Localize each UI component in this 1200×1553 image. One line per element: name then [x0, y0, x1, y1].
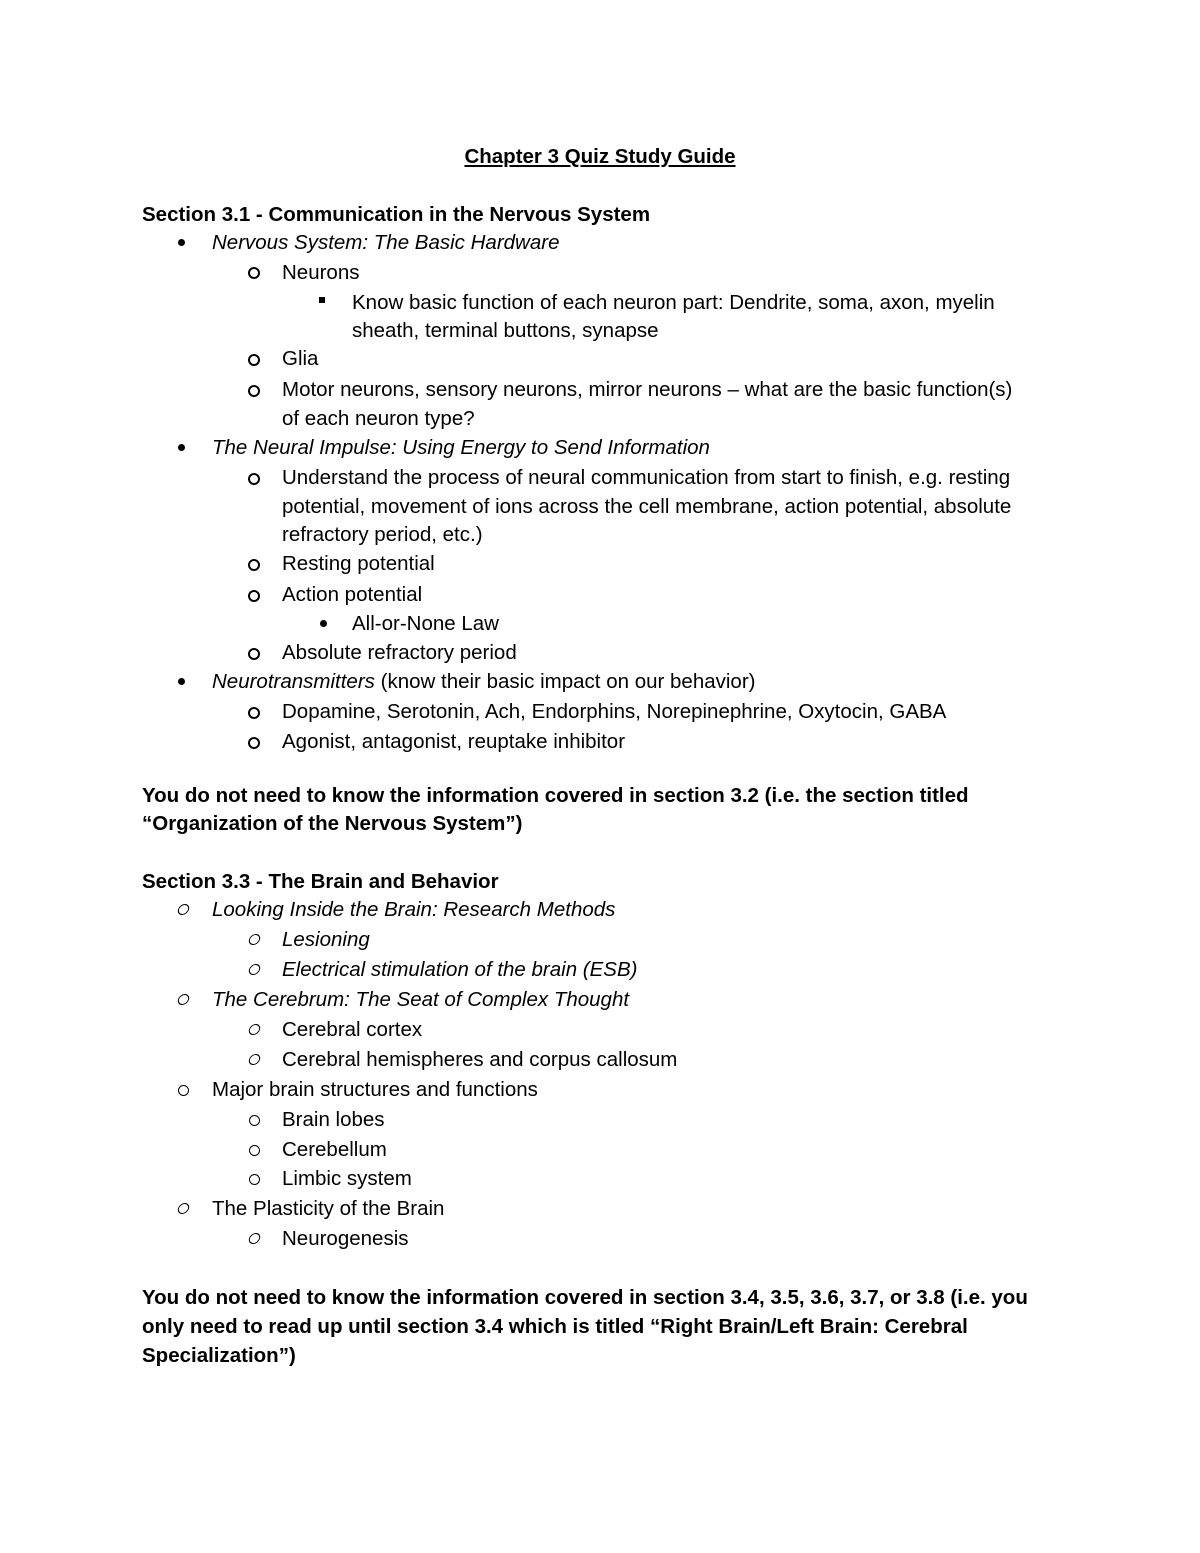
list-item: All-or-None Law	[352, 612, 499, 635]
list-item: Action potential	[282, 583, 423, 606]
topic-label: Nervous System: The Basic Hardware	[212, 231, 560, 254]
list-item: Neurogenesis	[282, 1227, 409, 1250]
list-item: Neurons	[282, 261, 360, 284]
note-line: You do not need to know the information covered in section 3.4, 3.5, 3.6, 3.7, or 3.8 (i.e. you	[142, 1286, 1028, 1309]
bullet-circle-icon	[248, 267, 260, 279]
bullet-circle-icon	[177, 994, 191, 1005]
list-item: Cerebellum	[282, 1138, 387, 1161]
list-item: Understand the process of neural communication from start to finish, e.g. resting	[282, 466, 1011, 489]
list-item: Agonist, antagonist, reuptake inhibitor	[282, 730, 626, 753]
list-item: Absolute refractory period	[282, 641, 517, 664]
bullet-circle-icon	[248, 385, 260, 397]
topic-label: The Cerebrum: The Seat of Complex Thought	[212, 988, 630, 1011]
page-title: Chapter 3 Quiz Study Guide	[464, 145, 736, 168]
bullet-circle-icon	[177, 1203, 191, 1214]
bullet-dot-icon	[320, 620, 327, 627]
bullet-circle-icon	[248, 964, 262, 975]
list-item: Electrical stimulation of the brain (ESB)	[282, 958, 638, 981]
list-item: Motor neurons, sensory neurons, mirror neurons – what are the basic function(s)	[282, 378, 1013, 401]
note-line: only need to read up until section 3.4 which is titled “Right Brain/Left Brain: Cerebral	[142, 1315, 968, 1338]
bullet-dot-icon	[178, 444, 185, 451]
list-item: Cerebral hemispheres and corpus callosum	[282, 1048, 678, 1071]
list-item-continuation: refractory period, etc.)	[282, 523, 483, 546]
topic-label: Major brain structures and functions	[212, 1078, 538, 1101]
note-line: “Organization of the Nervous System”)	[142, 812, 523, 835]
section-3-3-heading: Section 3.3 - The Brain and Behavior	[142, 870, 499, 893]
bullet-dot-icon	[178, 239, 185, 246]
list-item: Resting potential	[282, 552, 435, 575]
topic-label: The Plasticity of the Brain	[212, 1197, 445, 1220]
topic-label	[212, 670, 755, 694]
bullet-circle-icon	[248, 1233, 262, 1244]
list-item-continuation: potential, movement of ions across the cell membrane, action potential, absolute	[282, 495, 1012, 518]
list-item: Cerebral cortex	[282, 1018, 423, 1041]
bullet-circle-icon	[248, 934, 262, 945]
topic-label: The Neural Impulse: Using Energy to Send Information	[212, 436, 710, 459]
topic-label: Looking Inside the Brain: Research Methods	[212, 898, 616, 921]
list-item: Brain lobes	[282, 1108, 385, 1131]
list-item-continuation: of each neuron type?	[282, 407, 475, 430]
section-3-1-heading: Section 3.1 - Communication in the Nervous System	[142, 203, 651, 226]
bullet-circle-icon	[248, 354, 260, 366]
bullet-circle-icon	[178, 1085, 189, 1096]
list-item: Know basic function of each neuron part: Dendrite, soma, axon, myelin	[352, 291, 995, 314]
bullet-circle-icon	[249, 1145, 260, 1156]
bullet-circle-icon	[248, 1024, 262, 1035]
bullet-square-icon	[319, 297, 325, 303]
bullet-circle-icon	[248, 737, 260, 749]
bullet-dot-icon	[178, 678, 185, 685]
list-item: Lesioning	[282, 928, 370, 951]
list-item: Dopamine, Serotonin, Ach, Endorphins, Norepinephrine, Oxytocin, GABA	[282, 700, 947, 723]
bullet-circle-icon	[248, 1054, 262, 1065]
note-line: You do not need to know the information covered in section 3.2 (i.e. the section titled	[142, 784, 969, 807]
bullet-circle-icon	[177, 904, 191, 915]
list-item: Limbic system	[282, 1167, 412, 1190]
bullet-circle-icon	[248, 707, 260, 719]
list-item: Glia	[282, 347, 319, 370]
bullet-circle-icon	[248, 473, 260, 485]
bullet-circle-icon	[248, 590, 260, 602]
topic-label-rest: (know their basic impact on our behavior)	[374, 670, 756, 693]
bullet-circle-icon	[248, 648, 260, 660]
note-line: Specialization”)	[142, 1344, 296, 1367]
topic-label-italic: Neurotransmitters	[212, 670, 375, 693]
list-item-continuation: sheath, terminal buttons, synapse	[352, 319, 659, 342]
bullet-circle-icon	[249, 1174, 260, 1185]
bullet-circle-icon	[248, 559, 260, 571]
bullet-circle-icon	[249, 1115, 260, 1126]
